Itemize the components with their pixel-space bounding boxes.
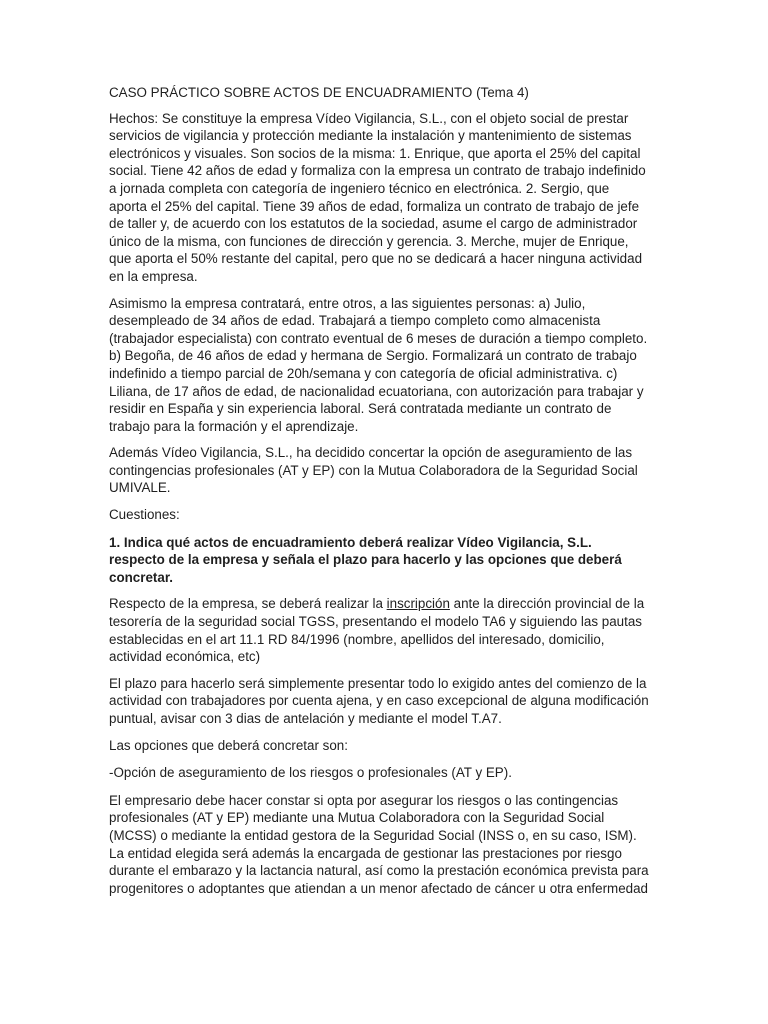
- document-title: CASO PRÁCTICO SOBRE ACTOS DE ENCUADRAMIENTO (Tema 4): [109, 85, 529, 100]
- opciones-intro: Las opciones que deberá concretar son:: [109, 737, 348, 753]
- question-1: 1. Indica qué actos de encuadramiento deberá realizar Vídeo Vigilancia, S.L. respecto de la empresa y señala el plazo para hacerlo y las opciones que deberá concretar.: [109, 534, 622, 585]
- respuesta-text-end: ante la dirección provincial de la tesorería de la seguridad social TGSS, presentando el modelo TA6 y siguiendo las pautas establecidas en el art 11.1 RD 84/1996 (nombre, apellidos del interesado, domicilio, actividad económica, etc): [109, 596, 645, 665]
- hechos-paragraph: Hechos: Se constituye la empresa Vídeo Vigilancia, S.L., con el objeto social de prestar servicios de vigilancia y protección mediante la instalación y mantenimiento de sistemas electrónicos y visuales. Son socios de la misma: 1. Enrique, que aporta el 25% del capital social. Tiene 42 años de edad y formaliza con la empresa un contrato de trabajo indefinido a jornada completa con categoría de ingeniero técnico en electrónica. 2. Sergio, que aporta el 25% del capital. Tiene 39 años de edad, formaliza un contrato de trabajo de jefe de taller y, de acuerdo con los estatutos de la sociedad, asume el cargo de administrador único de la misma, con funciones de dirección y gerencia. 3. Merche, mujer de Enrique, que aporta el 50% restante del capital, pero que no se dedicará a hacer ninguna actividad en la empresa.: [109, 110, 646, 284]
- ademas-paragraph: Además Vídeo Vigilancia, S.L., ha decidido concertar la opción de aseguramiento de las contingencias profesionales (AT y EP) con la Mutua Colaboradora de la Seguridad Social UMIVALE.: [109, 445, 638, 496]
- plazo-paragraph: El plazo para hacerlo será simplemente presentar todo lo exigido antes del comienzo de la actividad con trabajadores por cuenta ajena, y en caso excepcional de alguna modificación puntual, avisar con 3 dias de antelación y mediante el model T.A7.: [109, 675, 649, 726]
- inscripcion-term: inscripción: [386, 596, 450, 612]
- empresario-paragraph: El empresario debe hacer constar si opta por asegurar los riesgos o las contingencias profesionales (AT y EP) mediante una Mutua Colaboradora con la Seguridad Social (MCSS) o mediante la entidad gestora de la Seguridad Social (INSS o, en su caso, ISM). La entidad elegida será además la encargada de gestionar las prestaciones por riesgo durante el embarazo y la lactancia natural, así como la prestación económica prevista para progenitores o adoptantes que atiendan a un menor afectado de cáncer u otra enfermedad: [109, 792, 649, 896]
- respuesta-paragraph: [109, 595, 649, 665]
- cuestiones-label: Cuestiones:: [109, 507, 180, 523]
- respuesta-text-start: Respecto de la empresa, se deberá realizar la: [109, 596, 387, 612]
- opcion-1-item: -Opción de aseguramiento de los riesgos o profesionales (AT y EP).: [109, 765, 512, 781]
- document-page: [109, 84, 649, 906]
- asimismo-paragraph: Asimismo la empresa contratará, entre otros, a las siguientes personas: a) Julio, desempleado de 34 años de edad. Trabajará a tiempo completo como almacenista (trabajador especialista) con contrato eventual de 6 meses de duración a tiempo completo. b) Begoña, de 46 años de edad y hermana de Sergio. Formalizará un contrato de trabajo indefinido a tiempo parcial de 20h/semana y con categoría de oficial administrativa. c) Liliana, de 17 años de edad, de nacionalidad ecuatoriana, con autorización para trabajar y residir en España y sin experiencia laboral. Será contratada mediante un contrato de trabajo para la formación y el aprendizaje.: [109, 295, 648, 434]
